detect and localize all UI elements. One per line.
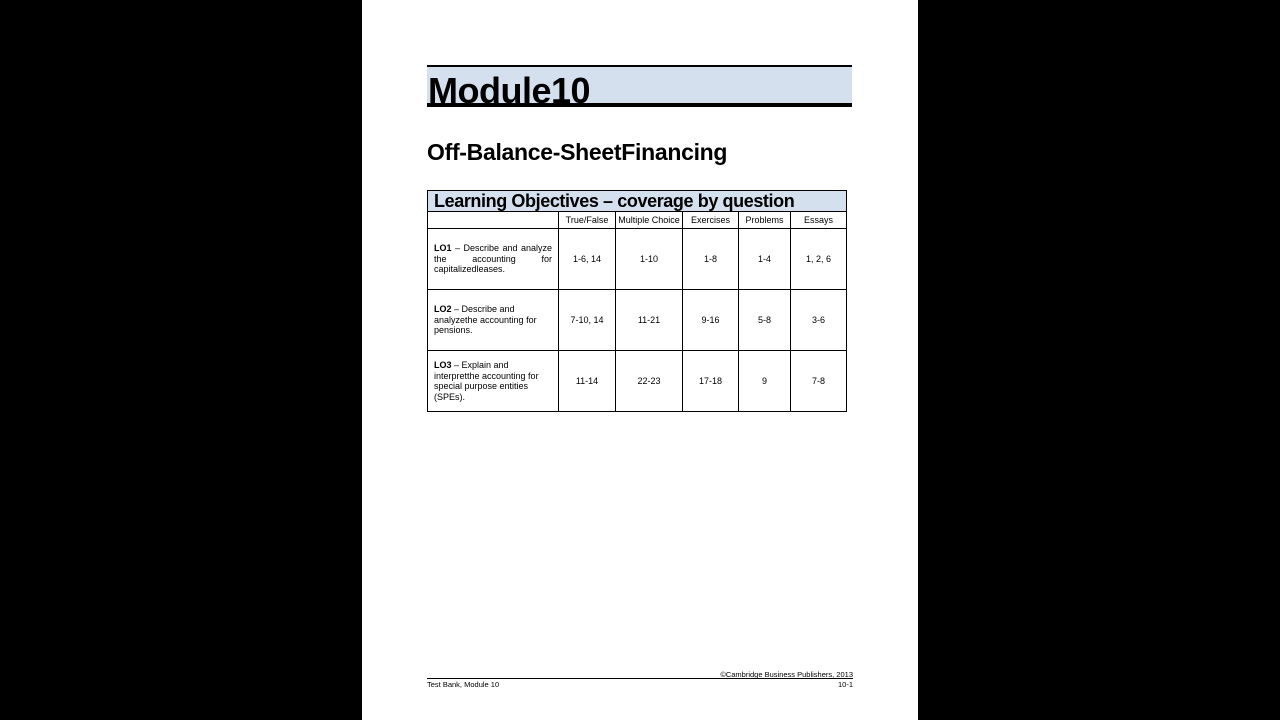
objective-description: – Describe and analyzethe accounting for pensions. [434,304,537,336]
objective-cell [428,229,559,290]
essays-cell: 3-6 [791,290,847,351]
table-caption: Learning Objectives – coverage by question [428,191,847,212]
document-page [362,0,918,720]
footer-label: Test Bank, Module 10 [427,680,500,689]
multiple-choice-cell: 1-10 [616,229,683,290]
objective-code: LO1 [434,243,452,254]
table-row [428,229,847,290]
exercises-cell: 1-8 [683,229,739,290]
problems-cell: 5-8 [739,290,791,351]
objective-description: – Describe and analyze the accounting for capitalizedleases. [434,243,552,275]
multiple-choice-cell: 11-21 [616,290,683,351]
footer-divider [427,678,853,679]
multiple-choice-cell: 22-23 [616,351,683,412]
footer-copyright: ©Cambridge Business Publishers, 2013 [720,670,853,679]
exercises-cell: 9-16 [683,290,739,351]
objective-cell [428,290,559,351]
problems-cell: 1-4 [739,229,791,290]
essays-cell: 1, 2, 6 [791,229,847,290]
module-subtitle: Off-Balance-SheetFinancing [427,139,728,165]
table-row [428,351,847,412]
exercises-cell: 17-18 [683,351,739,412]
objective-cell [428,351,559,412]
objective-code: LO3 [434,360,452,370]
column-header-exercises: Exercises [683,212,739,229]
learning-objectives-table [427,190,847,412]
objective-code: LO2 [434,304,452,315]
column-header-essays: Essays [791,212,847,229]
true-false-cell: 11-14 [559,351,616,412]
column-header-multiple-choice: Multiple Choice [616,212,683,229]
column-header-true-false: True/False [559,212,616,229]
table-header-row [428,212,847,229]
true-false-cell: 7-10, 14 [559,290,616,351]
problems-cell: 9 [739,351,791,412]
true-false-cell: 1-6, 14 [559,229,616,290]
table-row [428,290,847,351]
essays-cell: 7-8 [791,351,847,412]
module-title: Module10 [428,70,591,111]
page-number: 10-1 [837,680,853,689]
column-header-problems: Problems [739,212,791,229]
module-title-bar [427,65,852,111]
column-header-objective [428,212,559,229]
objective-description: – Explain and interpretthe accounting for special purpose entities (SPEs). [434,360,539,402]
